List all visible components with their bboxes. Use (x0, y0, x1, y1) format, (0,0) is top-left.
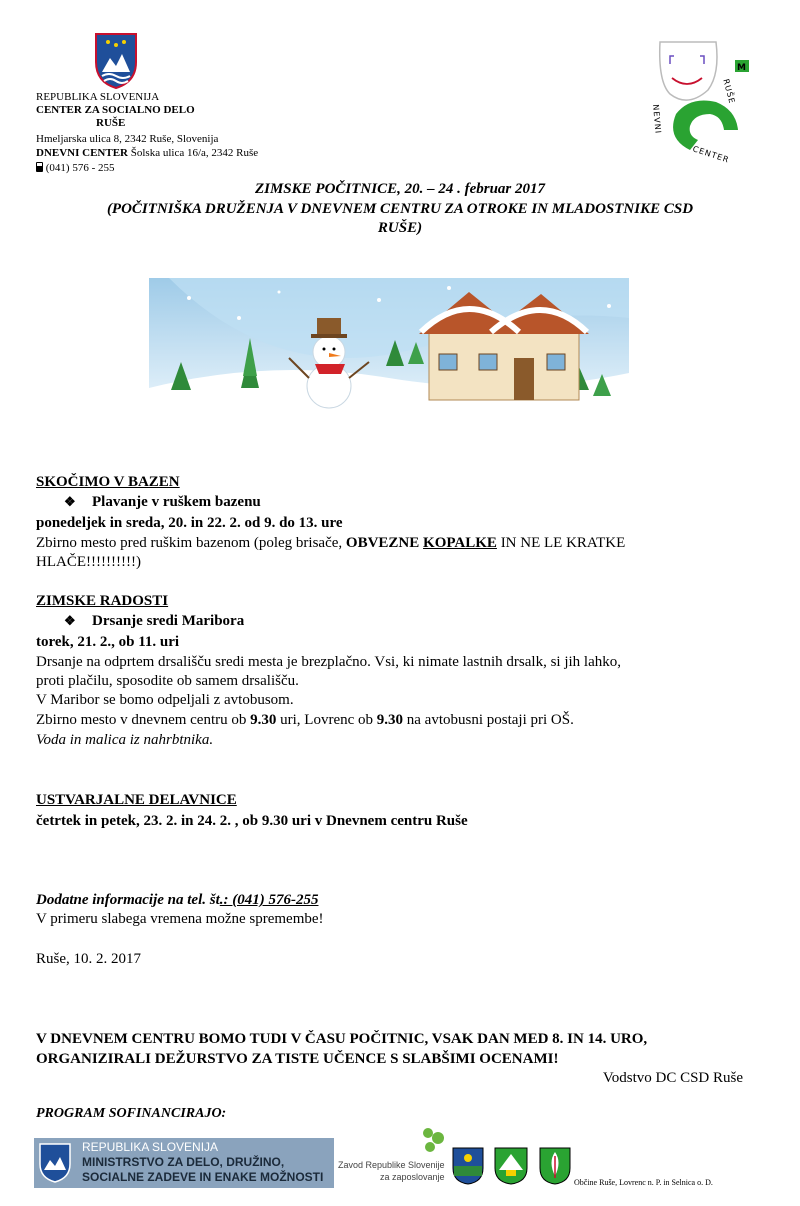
lovrenc-coat-icon (493, 1146, 529, 1186)
info-label: Dodatne informacije na tel. št (36, 892, 220, 908)
ministry-line-1: REPUBLIKA SLOVENIJA (82, 1140, 219, 1154)
section2-when: torek, 21. 2., ob 11. uri (36, 634, 180, 650)
section1-line-a (36, 534, 625, 553)
section1-kopalke: KOPALKE (423, 535, 497, 551)
section1-obvezne: OBVEZNE (345, 535, 424, 551)
zavod-logo-icon (420, 1126, 446, 1154)
closing-line-2: ORGANIZIRALI DEŽURSTVO ZA TISTE UČENCE S SLABŠIMI OCENAMI! (36, 1051, 559, 1067)
section3-heading: USTVARJALNE DELAVNICE (36, 792, 237, 808)
header-dc-line (36, 147, 258, 160)
header-country: REPUBLIKA SLOVENIJA (36, 91, 160, 103)
winter-banner-image (149, 278, 629, 413)
section2-line-a: Drsanje na odprtem drsališču sredi mesta je brezplačno. Vsi, ki nimate lastnih drsalk, si jih lahko, (36, 654, 621, 670)
diamond-bullet-icon: ❖ (64, 613, 76, 628)
closing-signature: Vodstvo DC CSD Ruše (602, 1070, 743, 1086)
info-phone: .: (041) 576-255 (219, 892, 319, 908)
header-phone: (041) 576 - 255 (43, 162, 115, 174)
ministry-logo (34, 1138, 334, 1188)
header-address: Hmeljarska ulica 8, 2342 Ruše, Slovenija (36, 133, 219, 145)
section1-bullet (64, 494, 261, 511)
ministry-line-3: SOCIALNE ZADEVE IN ENAKE MOŽNOSTI (82, 1170, 324, 1184)
section1-line-b: HLAČE!!!!!!!!!!) (36, 554, 141, 570)
municipalities-caption: Občine Ruše, Lovrenc n. P. in Selnica o. D. (574, 1178, 713, 1187)
title-line-1: ZIMSKE POČITNICE, 20. – 24 . februar 2017 (254, 181, 546, 197)
section2-line-d3: na avtobusni postaji pri OŠ. (403, 712, 574, 728)
info-note: V primeru slabega vremena možne spremembe! (36, 911, 324, 927)
section2-line-d (36, 711, 574, 730)
section2-heading: ZIMSKE RADOSTI (36, 593, 169, 609)
info-date: Ruše, 10. 2. 2017 (36, 951, 141, 967)
zavod-line-1: Zavod Republike Slovenije (338, 1160, 445, 1170)
ministry-line-2: MINISTRSTVO ZA DELO, DRUŽINO, (82, 1155, 285, 1169)
header-dc-label: DNEVNI CENTER (36, 147, 128, 159)
header-dc-address: Šolska ulica 16/a, 2342 Ruše (128, 147, 259, 159)
section2-time-lovrenc: 9.30 (376, 712, 404, 728)
logo-text-ruse: RUŠE (721, 78, 737, 106)
section2-line-e: Voda in malica iz nahrbtnika. (36, 732, 214, 748)
section1-heading: SKOČIMO V BAZEN (36, 474, 180, 490)
title-line-3: RUŠE) (377, 220, 423, 236)
section1-line-a-text: Zbirno mesto pred ruškim bazenom (poleg brisače, (36, 535, 346, 551)
header-town: RUŠE (96, 117, 126, 129)
logo-text-center: CENTER (691, 144, 731, 165)
section2-line-b: proti plačilu, sposodite ob samem drsališču. (36, 673, 299, 689)
dnevni-center-logo (652, 38, 762, 166)
title-line-2: (POČITNIŠKA DRUŽENJA V DNEVNEM CENTRU ZA OTROKE IN MLADOSTNIKE CSD (106, 201, 694, 217)
svg-text:M: M (737, 63, 746, 73)
ministry-coat-icon (38, 1142, 72, 1184)
section1-line-a-end: IN NE LE KRATKE (496, 535, 626, 551)
info-phone-line (36, 891, 318, 910)
section3-when: četrtek in petek, 23. 2. in 24. 2. , ob 9.30 uri v Dnevnem centru Ruše (36, 813, 468, 829)
zavod-line-2: za zaposlovanje (380, 1172, 445, 1182)
section2-line-d1: Zbirno mesto v dnevnem centru ob (36, 712, 251, 728)
sponsors-heading: PROGRAM SOFINANCIRAJO: (36, 1106, 227, 1121)
section1-bullet-text: Plavanje v ruškem bazenu (92, 494, 261, 510)
closing-line-1: V DNEVNEM CENTRU BOMO TUDI V ČASU POČITNIC, VSAK DAN MED 8. IN 14. URO, (36, 1031, 648, 1047)
section2-time-dc: 9.30 (250, 712, 277, 728)
phone-icon (36, 162, 43, 172)
section1-when: ponedeljek in sreda, 20. in 22. 2. od 9. do 13. ure (36, 515, 343, 531)
logo-text-nevni: NEVNI (651, 104, 663, 135)
section2-line-c: V Maribor se bomo odpeljali z avtobusom. (36, 692, 294, 708)
header-phone-line (36, 162, 115, 175)
section2-bullet-text: Drsanje sredi Maribora (92, 613, 245, 629)
section2-line-d2: uri, Lovrenc ob (276, 712, 377, 728)
selnica-coat-icon (538, 1146, 572, 1186)
coat-of-arms-icon (94, 32, 138, 90)
ruse-coat-icon (451, 1146, 485, 1186)
diamond-bullet-icon: ❖ (64, 494, 76, 509)
section2-bullet (64, 613, 244, 630)
header-org: CENTER ZA SOCIALNO DELO (36, 104, 195, 116)
